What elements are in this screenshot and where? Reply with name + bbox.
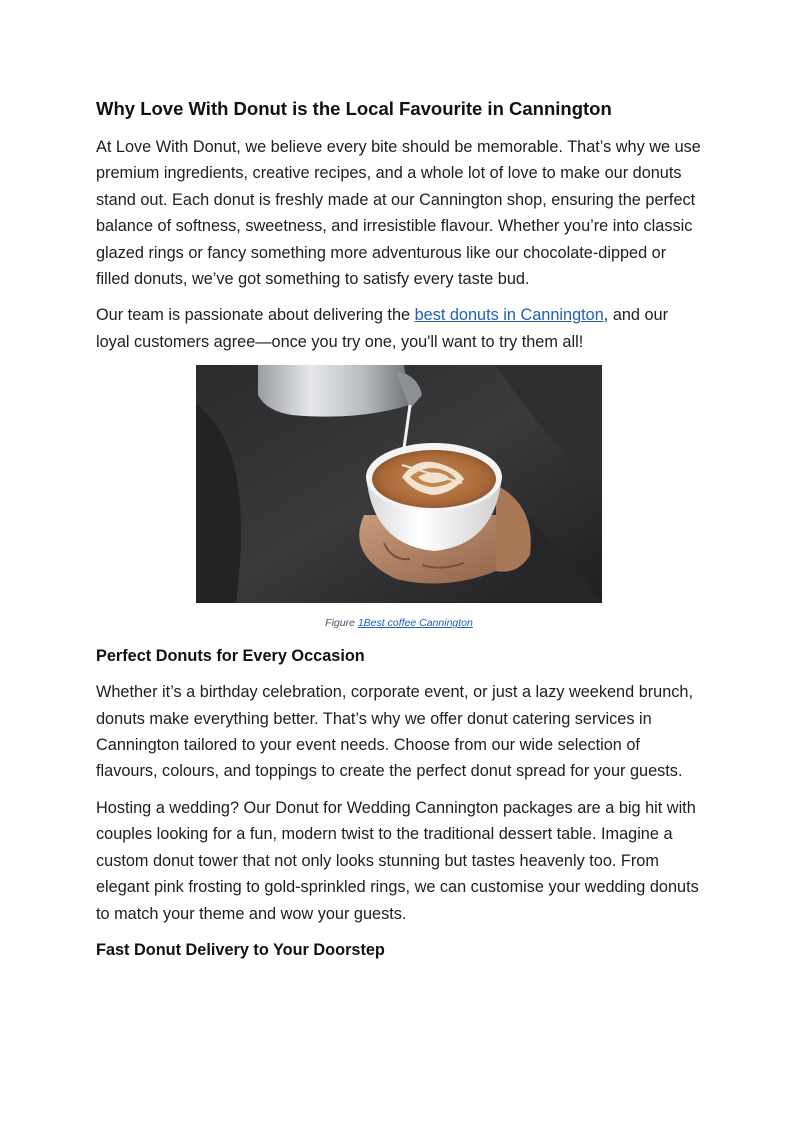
team-paragraph-before-link: Our team is passionate about delivering the — [96, 306, 415, 325]
figure-caption — [96, 617, 702, 629]
delivery-heading: Fast Donut Delivery to Your Doorstep — [96, 940, 385, 959]
occasion-paragraph-1: Whether it’s a birthday celebration, corporate event, or just a lazy weekend brunch, donuts make everything better. That’s why we offer donut catering services in Cannington tailored to your event needs. Choose from our wide selection of flavours, colours, and toppings to create the perfect donut spread for your guests. — [96, 683, 694, 781]
occasion-paragraph-2: Hosting a wedding? Our Donut for Wedding Cannington packages are a big hit with couples looking for a fun, modern twist to the traditional dessert table. Imagine a custom donut tower that not only looks stunning but tastes heavenly too. From elegant pink frosting to gold-sprinkled rings, we can customise your wedding donuts to match your theme and wow your guests. — [96, 798, 699, 923]
figure-caption-prefix: Figure — [325, 617, 358, 630]
document-page — [96, 96, 702, 973]
team-paragraph-after-link: , and our loyal customers agree—once you try one, you'll want to try them all! — [96, 306, 669, 351]
figure-caption-link[interactable]: 1Best coffee Cannington — [357, 617, 473, 630]
team-paragraph — [96, 302, 702, 355]
best-donuts-link[interactable]: best donuts in Cannington — [414, 306, 604, 325]
latte-art-photo — [196, 365, 602, 603]
figure — [96, 365, 702, 603]
intro-paragraph: At Love With Donut, we believe every bite should be memorable. That’s why we use premium ingredients, creative recipes, and a whole lot of love to make our donuts stand out. Each donut is freshly made at our Cannington shop, ensuring the perfect balance of softness, sweetness, and irresistible flavour. Whether you’re into classic glazed rings or fancy something more adventurous like our chocolate-dipped or filled donuts, we’ve got something to satisfy every taste bud. — [96, 138, 701, 289]
occasion-heading: Perfect Donuts for Every Occasion — [96, 647, 365, 666]
page-title: Why Love With Donut is the Local Favourite in Cannington — [96, 98, 612, 119]
